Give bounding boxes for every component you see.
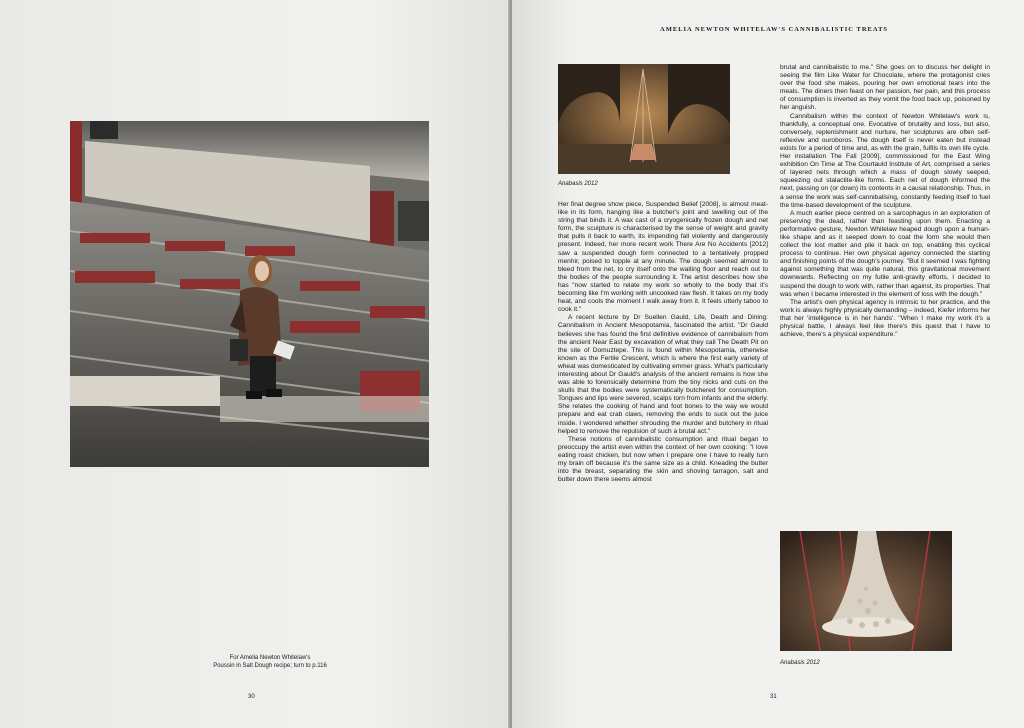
col2-paragraph-4: The artist's own physical agency is intrinsic to her practice, and the work is always highly physically demanding – indeed, Kiefer informs her that her 'intelligence is in her hands'. "When I make my work it's a physical battle, I always feel like there's this quest that I have to achieve, there's a physical expenditure." <box>780 298 990 339</box>
caption-line-1: For Amelia Newton Whitelaw's <box>229 655 311 661</box>
dough-sculpture-photo <box>780 531 952 651</box>
col1-paragraph-2: A recent lecture by Dr Suellen Gauld, Life, Death and Dining: Cannibalism in Ancient Mesopotamia, fascinated the artist. "Dr Gauld believes she has found the first definitive evidence of cannibalism from the ancient Near East by excavation of what they call The Death Pit on the site of Domuztepe. This is found within Mesopotamia, otherwise known as the Fertile Crescent, which is where the first early variety of wheat was domesticated by cultivating emmer grass. What's particularly interesting about Dr Gauld's analysis of the ancient remains is how she was able to forensically determine from the tiny nicks and cuts on the skulls that the bodies were systematically butchered for consumption. Tongues and lips were severed, scalps torn from infants and the elderly. She relates the cooking of hand and foot bones to the way we would prepare and eat crab claws, removing the ends to suck out the juice inside. I wondered whether shrouding the murder and butchery in ritual helped to remove the repulsion of such a brutal act." <box>558 314 768 435</box>
caption-line-2: Poussin in Salt Dough recipe; turn to p.116 <box>213 663 327 669</box>
col2-paragraph-1: brutal and cannibalistic to me." She goes on to discuss her delight in seeing the film Like Water for Chocolate, where the protagonist cries over the food she makes, pouring her own emotional tears into the meals. The diners then feast on her passion, her pain, and this process of consumption is inverted as they vomit the food back up, poisoned by her anguish. <box>780 64 990 112</box>
body-text-column-2 <box>780 64 990 520</box>
page-number-left: 30 <box>248 694 255 700</box>
image-caption-top: Anabasis 2012 <box>558 181 598 187</box>
cellar-installation-photo <box>558 64 730 174</box>
col2-paragraph-3: A much earlier piece centred on a sarcophagus in an exploration of preserving the dead, rather than feasting upon them. Enacting a performative gesture, Newton Whitelaw heaped dough upon a human-like shape and as it seeped down to coat the form she would then collect the lost matter and pile it back on top, enabling this cyclical process to continue. Her own physical agency connected the starting and finishing points of the dough's journey. "But it seemed I was fighting against something that was quite natural, this gravitational movement downwards. Reflecting on my futile anti-gravity efforts, I decided to suspend the dough to work with, rather than against, its properties. That was when I became interested in the element of loss with the dough." <box>780 209 990 298</box>
left-page <box>0 0 510 728</box>
col1-paragraph-1: Her final degree show piece, Suspended Belief [2008], is almost meat-like in its form, hanging like a butcher's joint and swelling out of the string that binds it. A wax cast of a cryogenically frozen dough and net form, the sculpture is characterised by the sense of weight and gravity that pulls it back to earth, its impending fall violently and dangerously present. Indeed, her more recent work There Are No Accidents [2012] saw a suspended dough form connected to a tentatively propped menhir, poised to topple at any minute. The dough seemed almost to bleed from the net, to cry itself onto the waiting floor and reach out to the bodies of the people surrounding it. The artist describes how she has "now started to relate my work so wholly to the body that it's becoming like I'm working with uncooked raw flesh. It takes on my body heat, and cools the moment I walk away from it. It feels utterly taboo to cook it." <box>558 201 768 314</box>
stadium-portrait-photo <box>70 121 429 467</box>
page-number-right: 31 <box>770 694 777 700</box>
recipe-reference-caption <box>200 654 340 670</box>
col1-paragraph-3: These notions of cannibalistic consumption and ritual began to preoccupy the artist even within the context of her own cooking: "I love eating roast chicken, but now when I prepare one I have to really turn my brain off because it's the same size as a child. Kneading the butter into the breast, separating the skin and shoving tarragon, salt and butter down there seems almost <box>558 435 768 484</box>
running-head: AMELIA NEWTON WHITELAW'S CANNIBALISTIC TREATS <box>660 26 889 33</box>
image-caption-bottom: Anabasis 2012 <box>780 660 820 666</box>
col2-paragraph-2: Cannibalism within the context of Newton Whitelaw's work is, thankfully, a conceptual one. Evocative of brutality and loss, but also, conversely, replenishment and nurture, her sculptures are often self-reflexive and ouroboros. The dough itself is never eaten but instead exists for a period of time and, as with the grain, fulfils its own life cycle. Her installation The Fall [2009], commissioned for the East Wing exhibition On Time at The Courtauld Institute of Art, comprised a series of layered nets through which a mass of dough slowly seeped, squeezing out stalactite-like forms. Each net of dough informed the next, passing on (or down) its contents in a causal relationship. Thus, in a sense the work was self-cannibalising, constantly feeding itself to fuel the time-based development of the sculpture. <box>780 112 990 209</box>
body-text-column-1 <box>558 201 768 671</box>
